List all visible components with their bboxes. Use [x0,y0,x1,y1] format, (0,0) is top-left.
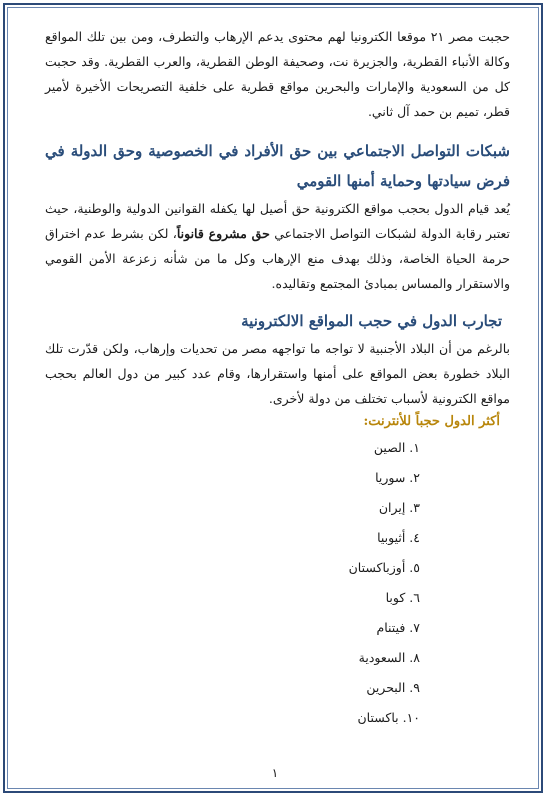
rights-paragraph-part1: يُعد قيام الدول بحجب مواقع الكترونية حق أصيل لها يكفله القوانين الدولية والوطنية، حيث تعتبر رقابة الدولة لشبكات التواصل الاجتماعي [45,201,510,241]
countries-list-title: أكثر الدول حجباً للأنترنت: [363,414,500,429]
rights-paragraph [45,196,510,296]
list-item: ٣. إيران [378,500,420,515]
section-heading-country-experiences: تجارب الدول في حجب المواقع الالكترونية [241,312,502,330]
rights-paragraph-part2: ، لكن بشرط عدم اختراق حرمة الحياة الخاصة، وذلك بهدف منع الإرهاب وكل ما من شأنه زعزعة الأمن القومي والاستقرار والمساس بمبادئ المجتمع وتقاليده. [45,226,510,291]
section-heading-social-networks: شبكات التواصل الاجتماعي بين حق الأفراد في الخصوصية وحق الدولة في فرض سيادتها وحماية أمنها القومي [45,142,510,190]
list-item: ٦. كوبا [385,590,420,605]
list-item: ٢. سوريا [375,470,420,485]
list-item: ٩. البحرين [366,680,420,695]
countries-list [45,433,510,733]
list-item: ١٠. باكستان [357,710,420,725]
experiences-paragraph: بالرغم من أن البلاد الأجنبية لا تواجه ما تواجهه مصر من تحديات وإرهاب، ولكن قدّرت تلك البلاد خطورة بعض المواقع على أمنها واستقرارها، وقام عدد كبير من دول العالم بحجب مواقع الكترونية لأسباب تختلف من دولة لأخرى. [45,341,510,406]
list-item: ١. الصين [373,440,420,455]
list-item: ٤. أثيوبيا [377,530,420,545]
page-number: ١ [271,766,279,780]
list-item: ٥. أوزباكستان [348,560,420,575]
list-item: ٧. فيتنام [376,620,420,635]
document-body [45,24,510,733]
rights-paragraph-bold: حق مشروع قانوناً [176,226,270,241]
intro-paragraph: حجبت مصر ٢١ موقعا الكترونيا لهم محتوى يدعم الإرهاب والتطرف، ومن بين تلك المواقع وكالة الأنباء القطرية، والجزيرة نت، وصحيفة الوطن القطرية، والعرب القطرية. وقد حجبت كل من السعودية والإمارات والبحرين مواقع قطرية على خلفية التصريحات الأخيرة لأمير قطر، تميم بن حمد آل ثاني. [45,29,510,119]
list-item: ٨. السعودية [358,650,420,665]
